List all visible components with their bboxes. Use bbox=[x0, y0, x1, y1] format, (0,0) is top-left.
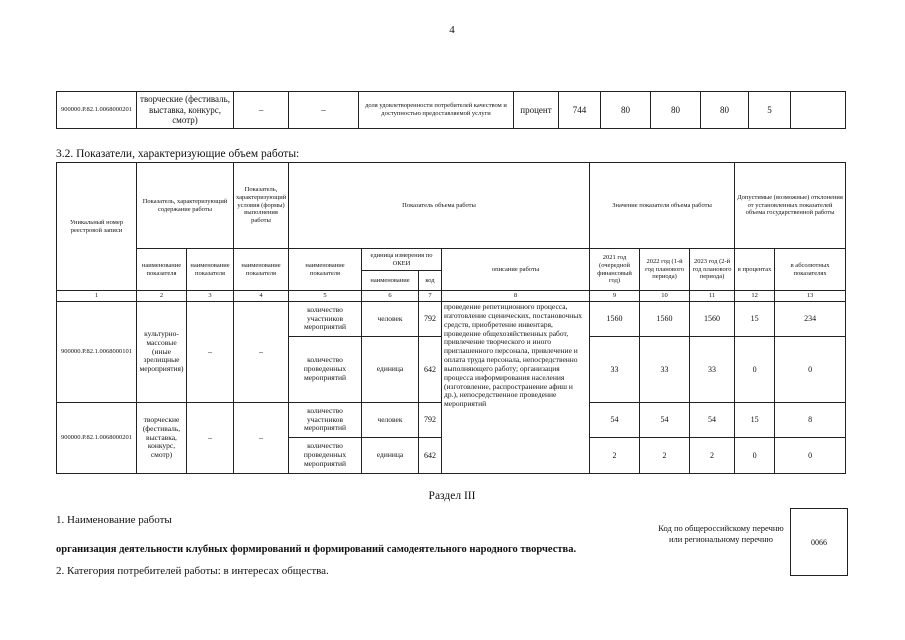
value-2022: 54 bbox=[640, 403, 690, 438]
value-2023: 2 bbox=[690, 438, 735, 474]
page-number: 4 bbox=[449, 24, 455, 36]
work-name-value: организация деятельности клубных формирований и формирований самодеятельного народного творчества. bbox=[56, 544, 577, 555]
work-name-label: 1. Наименование работы bbox=[56, 514, 172, 526]
header-in-percent: в процентах bbox=[735, 249, 775, 291]
column-number: 7 bbox=[419, 291, 442, 302]
content-indicator-2: – bbox=[187, 302, 234, 403]
header-year-2022: 2022 год (1-й год планового периода) bbox=[640, 249, 690, 291]
okei-code: 744 bbox=[559, 92, 601, 129]
header-deviation: Допустимые (возможные) отклонения от установленных показателей объема государственной работы bbox=[735, 163, 846, 249]
unit-name: человек bbox=[362, 403, 419, 438]
header-volume-indicator: Показатель объема работы bbox=[289, 163, 590, 249]
value-2021: 80 bbox=[601, 92, 651, 129]
content-indicator-2: – bbox=[187, 403, 234, 474]
header-unit-code: код bbox=[419, 271, 442, 291]
condition-indicator: – bbox=[234, 92, 289, 129]
column-number: 1 bbox=[57, 291, 137, 302]
work-description: проведение репетиционного процесса, изготовление сценических, постановочных средств, приобретение инвентаря, проведение общехозяйственных работ, привлечение творческого и иного приглашенного персонала, привлечение и оплата труда персонала, непосредственно выполняющего работу; организация процесса информирования населения (изготовление, распространение афиш и др.), непосредственное проведение мероприятий bbox=[442, 302, 590, 474]
condition-indicator: – bbox=[234, 302, 289, 403]
table-header-row bbox=[57, 249, 846, 271]
header-condition-indicator: Показатель, характеризующий условия (формы) выполнения работы bbox=[234, 163, 289, 249]
section-title: 3.2. Показатели, характеризующие объем работы: bbox=[56, 148, 300, 160]
value-2022: 1560 bbox=[640, 302, 690, 337]
value-2021: 1560 bbox=[590, 302, 640, 337]
content-indicator: культурно-массовые (иные зрелищные мероприятия) bbox=[137, 302, 187, 403]
quality-indicator-table bbox=[56, 91, 846, 129]
header-volume-name: наименование показателя bbox=[289, 249, 362, 291]
registry-code: 900000.Р.82.1.0068000101 bbox=[57, 302, 137, 403]
header-unit-name: наименование bbox=[362, 271, 419, 291]
registry-code: 900000.Р.82.1.0068000201 bbox=[57, 92, 137, 129]
registry-code: 900000.Р.82.1.0068000201 bbox=[57, 403, 137, 474]
deviation-absolute: 0 bbox=[775, 337, 846, 403]
table-header-row bbox=[57, 163, 846, 249]
consumer-category: 2. Категория потребителей работы: в интересах общества. bbox=[56, 565, 329, 577]
value-2023: 33 bbox=[690, 337, 735, 403]
value-2023: 54 bbox=[690, 403, 735, 438]
volume-indicator-name: количество участников мероприятий bbox=[289, 302, 362, 337]
volume-indicator-name: количество проведенных мероприятий bbox=[289, 438, 362, 474]
okei-code: 792 bbox=[419, 302, 442, 337]
deviation-percent: 0 bbox=[735, 337, 775, 403]
volume-indicator-name: количество проведенных мероприятий bbox=[289, 337, 362, 403]
header-indicator-name: наименование показателя bbox=[137, 249, 187, 291]
condition-indicator: – bbox=[234, 403, 289, 474]
deviation-absolute bbox=[791, 92, 846, 129]
column-number: 10 bbox=[640, 291, 690, 302]
registry-code-label: Код по общероссийскому перечню или региональному перечню bbox=[658, 523, 784, 544]
value-2022: 33 bbox=[640, 337, 690, 403]
column-number: 4 bbox=[234, 291, 289, 302]
column-number: 8 bbox=[442, 291, 590, 302]
value-2022: 80 bbox=[651, 92, 701, 129]
header-year-2023: 2023 год (2-й год планового периода) bbox=[690, 249, 735, 291]
content-indicator: творческие (фестиваль, выставка, конкурс, смотр) bbox=[137, 403, 187, 474]
column-number: 6 bbox=[362, 291, 419, 302]
content-indicator: творческие (фестиваль, выставка, конкурс, смотр) bbox=[137, 92, 234, 129]
quality-indicator-name: доля удовлетворенности потребителей качеством и доступностью предоставляемой услуги bbox=[359, 92, 514, 129]
header-unit-group: единица измерения по ОКЕИ bbox=[362, 249, 442, 271]
okei-code: 642 bbox=[419, 438, 442, 474]
value-2021: 2 bbox=[590, 438, 640, 474]
deviation-absolute: 0 bbox=[775, 438, 846, 474]
unit-name: единица bbox=[362, 438, 419, 474]
header-indicator-name-2: наименование показателя bbox=[187, 249, 234, 291]
deviation-percent: 15 bbox=[735, 403, 775, 438]
value-2022: 2 bbox=[640, 438, 690, 474]
okei-code: 642 bbox=[419, 337, 442, 403]
column-number: 5 bbox=[289, 291, 362, 302]
header-year-2021: 2021 год (очередной финансовый год) bbox=[590, 249, 640, 291]
value-2023: 1560 bbox=[690, 302, 735, 337]
deviation-percent: 15 bbox=[735, 302, 775, 337]
column-number: 9 bbox=[590, 291, 640, 302]
condition-indicator-2: – bbox=[289, 92, 359, 129]
deviation-absolute: 234 bbox=[775, 302, 846, 337]
column-number: 2 bbox=[137, 291, 187, 302]
unit-name: процент bbox=[514, 92, 559, 129]
volume-indicator-name: количество участников мероприятий bbox=[289, 403, 362, 438]
unit-name: человек bbox=[362, 302, 419, 337]
table-row bbox=[57, 302, 846, 337]
header-condition-name: наименование показателя bbox=[234, 249, 289, 291]
okei-code: 792 bbox=[419, 403, 442, 438]
registry-code-box bbox=[790, 508, 848, 576]
header-in-absolute: в абсолютных показателях bbox=[775, 249, 846, 291]
header-volume-value: Значение показателя объема работы bbox=[590, 163, 735, 249]
column-number: 13 bbox=[775, 291, 846, 302]
value-2021: 33 bbox=[590, 337, 640, 403]
registry-code-value: 0066 bbox=[811, 537, 827, 547]
section-heading: Раздел III bbox=[428, 490, 476, 502]
column-number: 3 bbox=[187, 291, 234, 302]
volume-indicator-table bbox=[56, 162, 846, 474]
deviation-percent: 5 bbox=[749, 92, 791, 129]
table-row bbox=[57, 92, 846, 129]
deviation-percent: 0 bbox=[735, 438, 775, 474]
header-content-indicator: Показатель, характеризующий содержание работы bbox=[137, 163, 234, 249]
column-number-row bbox=[57, 291, 846, 302]
column-number: 11 bbox=[690, 291, 735, 302]
deviation-absolute: 8 bbox=[775, 403, 846, 438]
value-2023: 80 bbox=[701, 92, 749, 129]
value-2021: 54 bbox=[590, 403, 640, 438]
header-work-description: описание работы bbox=[442, 249, 590, 291]
unit-name: единица bbox=[362, 337, 419, 403]
header-registry-number: Уникальный номер реестровой записи bbox=[57, 163, 137, 291]
column-number: 12 bbox=[735, 291, 775, 302]
